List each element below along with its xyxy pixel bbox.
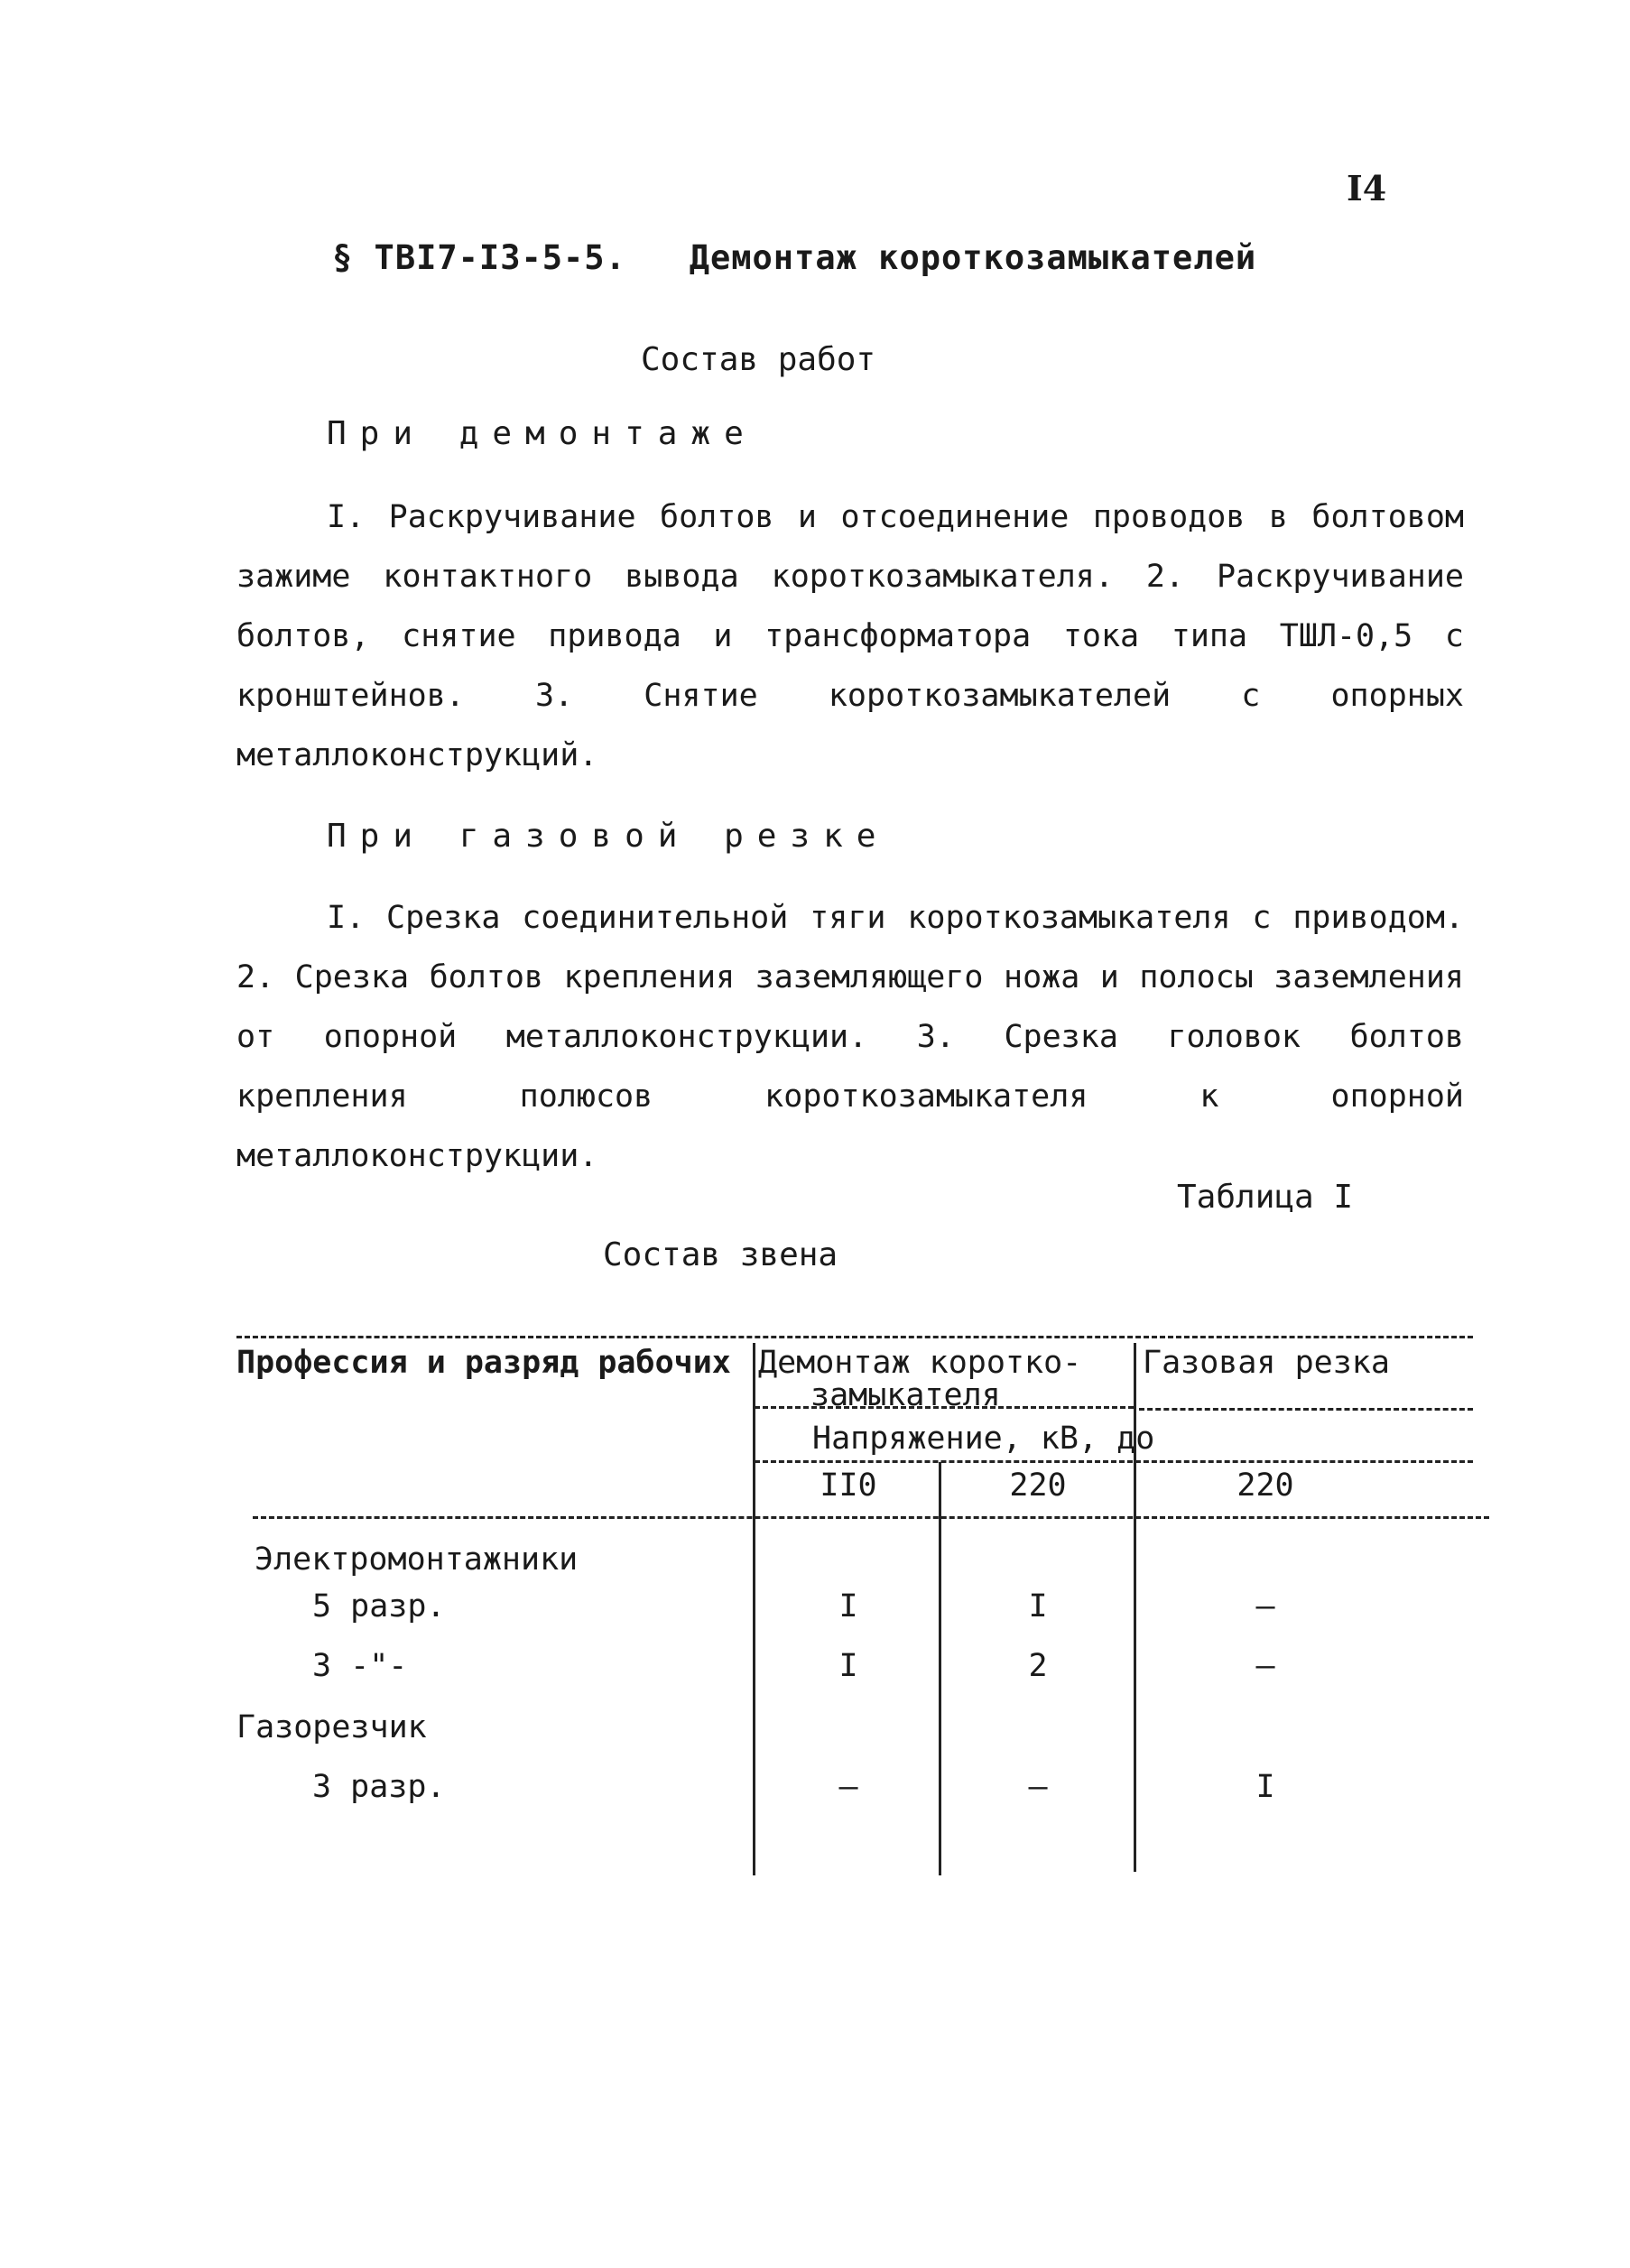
gas-cutting-subtitle: При газовой резке xyxy=(327,818,890,855)
col-divider-2 xyxy=(939,1462,941,1875)
gas-cutting-text: I. Срезка соединительной тяги короткозамыкателя с приводом. 2. Срезка болтов крепления заземляющего ножа и полосы заземления от опорной металлоконструкции. 3. Срезка головок болтов крепления полюсов короткозамыкателя к опорной металлоконструкции. xyxy=(236,900,1464,1174)
page-number: I4 xyxy=(1347,168,1387,208)
cell-220: – xyxy=(1028,1769,1048,1805)
table-label: Таблица I xyxy=(1177,1179,1354,1216)
row-label: 3 -"- xyxy=(312,1648,408,1684)
cell-110: – xyxy=(838,1769,858,1805)
header-voltage: Напряжение, кВ, до xyxy=(812,1421,1155,1457)
gas-cutting-paragraph xyxy=(236,888,1464,1186)
header-dismantling-line1: Демонтаж коротко- xyxy=(758,1345,1082,1381)
dismantling-paragraph xyxy=(236,487,1464,785)
row-label: 3 разр. xyxy=(312,1769,446,1805)
cell-gas-220: I xyxy=(1255,1769,1275,1805)
voltage-col-3: 220 xyxy=(1236,1467,1294,1504)
dismantling-text: I. Раскручивание болтов и отсоединение проводов в болтовом зажиме контактного вывода короткозамыкателя. 2. Раскручивание болтов, снятие привода и трансформатора тока типа ТШЛ-0,5 с кронштейнов. 3. Снятие короткозамыкателей с опорных металлоконструкций. xyxy=(236,499,1464,773)
cell-220: 2 xyxy=(1028,1648,1048,1684)
voltage-col-1: II0 xyxy=(820,1467,877,1504)
voltage-col-2: 220 xyxy=(1009,1467,1067,1504)
row-label: Газорезчик xyxy=(236,1709,427,1745)
cell-110: I xyxy=(838,1588,858,1625)
header-gas-cutting: Газовая резка xyxy=(1143,1345,1390,1381)
gas-header-rule xyxy=(1139,1408,1473,1411)
dismantling-subtitle: При демонтаже xyxy=(327,415,757,452)
header-dismantling-line2: замыкателя xyxy=(810,1377,1001,1413)
table-title: Состав звена xyxy=(603,1236,838,1273)
section-heading: § ТВI7-I3-5-5. Демонтаж короткозамыкателей xyxy=(332,238,1257,277)
cell-220: I xyxy=(1028,1588,1048,1625)
table-header-bottom-rule xyxy=(253,1516,1489,1519)
cell-gas-220: – xyxy=(1255,1648,1275,1684)
cell-gas-220: – xyxy=(1255,1588,1275,1625)
row-label: 5 разр. xyxy=(312,1588,446,1625)
cell-110: I xyxy=(838,1648,858,1684)
composition-title: Состав работ xyxy=(641,341,876,378)
col-divider-1 xyxy=(753,1343,755,1875)
header-profession: Профессия и разряд рабочих xyxy=(236,1345,731,1381)
table-top-rule xyxy=(236,1336,1473,1338)
row-label: Электромонтажники xyxy=(255,1541,579,1578)
voltage-header-rule xyxy=(755,1460,1473,1463)
